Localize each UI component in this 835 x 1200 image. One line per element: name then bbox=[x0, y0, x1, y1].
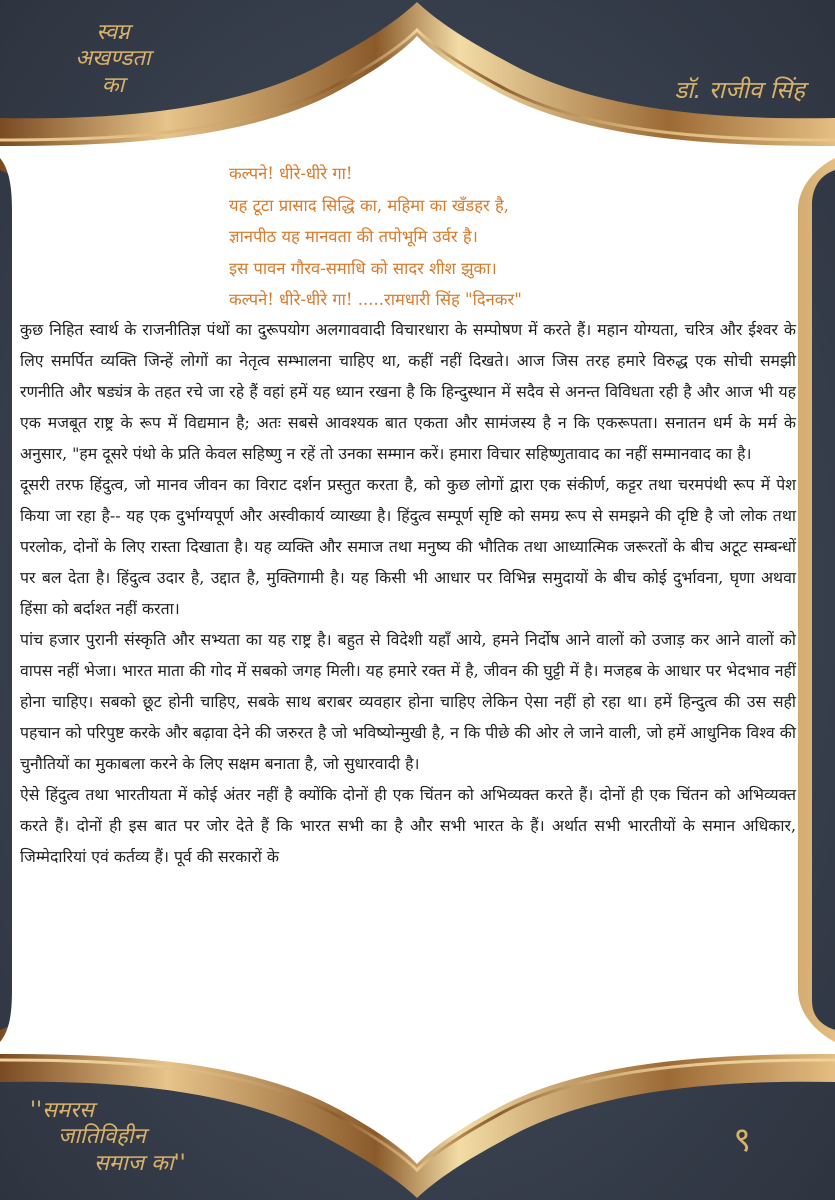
poem-line: इस पावन गौरव-समाधि को सादर शीश झुका। bbox=[229, 258, 497, 278]
slogan-line: ''समरस bbox=[30, 1098, 94, 1123]
poem-line: ज्ञानपीठ यह मानवता की तपोभूमि उर्वर है। bbox=[229, 227, 478, 246]
book-title-line: का bbox=[101, 72, 125, 98]
paragraph: कुछ निहित स्वार्थ के राजनीतिज्ञ पंथों का दुरूपयोग अलगाववादी विचारधारा के सम्पोषण में करते हैं। महान योग्यता, चरित्र और ईश्वर के लिए समर्पित व्यक्ति जिन्हें लोगों का नेतृत्व सम्भालना चाहिए था, कहीं नहीं दिखते। आज जिस तरह हमारे विरुद्ध एक सोची समझी रणनीति और षड्यंत्र के तहत रचे जा रहे हैं वहां हमें यह ध्यान रखना है कि हिन्दुस्थान में सदैव से अनन्त विविधता रही है और आज भी यह एक मजबूत राष्ट्र के रूप में विद्यमान है; अतः सबसे आवश्यक बात एकता और सामंजस्य है न कि एकरूपता। सनातन धर्म के मर्म के अनुसार, "हम दूसरे पंथो के प्रति केवल सहिष्णु न रहें तो उनका सम्मान करें। हमारा विचार सहिष्णुतावाद का नहीं सम्मानवाद का है। bbox=[20, 320, 796, 463]
paragraph: दूसरी तरफ हिंदुत्व, जो मानव जीवन का विराट दर्शन प्रस्तुत करता है, को कुछ लोगों द्वारा एक संकीर्ण, कट्टर तथा चरमपंथी रूप में पेश किया जा रहा है-- यह एक दुर्भाग्यपूर्ण और अस्वीकार्य व्याख्या है। हिंदुत्व सम्पूर्ण सृष्टि को समग्र रूप से समझने की दृष्टि है जो लोक तथा परलोक, दोनों के लिए रास्ता दिखाता है। यह व्यक्ति और समाज तथा मनुष्य की भौतिक तथा आध्यात्मिक जरूरतों के बीच अटूट सम्बन्धों पर बल देता है। हिंदुत्व उदार है, उद्दात है, मुक्तिगामी है। यह किसी भी आधार पर विभिन्न समुदायों के बीच कोई दुर्भावना, घृणा अथवा हिंसा को बर्दाश्त नहीं करता। bbox=[20, 475, 797, 618]
slogan-line: समाज का'' bbox=[94, 1150, 186, 1176]
slogan bbox=[30, 1098, 186, 1177]
poem-quote bbox=[229, 158, 649, 316]
poem-line: कल्पने! धीरे-धीरे गा! .....रामधारी सिंह "दिनकर" bbox=[229, 290, 522, 309]
book-title bbox=[58, 20, 168, 99]
page-number: ९ bbox=[733, 1120, 751, 1160]
author-name: डॉ. राजीव सिंह bbox=[674, 76, 805, 104]
paragraph: ऐसे हिंदुत्व तथा भारतीयता में कोई अंतर नहीं है क्योंकि दोनों ही एक चिंतन को अभिव्यक्त करते हैं। दोनों ही एक चिंतन को अभिव्यक्त करते हैं। दोनों ही इस बात पर जोर देते हैं कि भारत सभी का है और सभी भारत के हैं। अर्थात सभी भारतीयों के समान अधिकार, जिम्मेदारियां एवं कर्तव्य हैं। पूर्व की सरकारों के bbox=[20, 785, 796, 866]
poem-line: कल्पने! धीरे-धीरे गा! bbox=[229, 164, 353, 183]
article-body bbox=[20, 314, 796, 872]
slogan-line: जातिविहीन bbox=[58, 1124, 146, 1150]
book-title-line: स्वप्न bbox=[96, 20, 130, 45]
paragraph: पांच हजार पुरानी संस्कृति और सभ्यता का यह राष्ट्र है। बहुत से विदेशी यहाँ आये, हमने निर्दोष आने वालों को उजाड़ कर आने वालों को वापस नहीं भेजा। भारत माता की गोद में सबको जगह मिली। यह हमारे रक्त में है, जीवन की घुट्टी में है। मजहब के आधार पर भेदभाव नहीं होना चाहिए। सबको छूट होनी चाहिए, सबके साथ बराबर व्यवहार होना चाहिए लेकिन ऐसा नहीं हो रहा था। हमें हिन्दुत्व की उस सही पहचान को परिपुष्ट करके और बढ़ावा देने की जरुरत है जो भविष्योन्मुखी है, न कि पीछे की ओर ले जाने वाली, जो हमें आधुनिक विश्व की चुनौतियों का मुकाबला करने के लिए सक्षम बनाता है, जो सुधारवादी है। bbox=[20, 630, 796, 773]
poem-line: यह टूटा प्रासाद सिद्धि का, महिमा का खँडहर है, bbox=[229, 195, 509, 215]
book-title-line: अखण्डता bbox=[75, 46, 151, 72]
